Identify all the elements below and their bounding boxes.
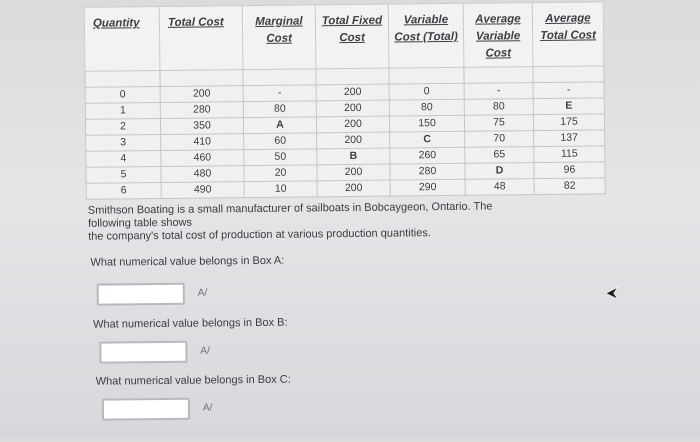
cell-marginal-cost: 10	[244, 181, 317, 198]
problem-description	[88, 200, 548, 244]
header-total-cost: Total Cost	[159, 6, 243, 71]
header-variable-cost: Variable Cost (Total)	[388, 3, 464, 68]
cell-average-variable-cost: D	[465, 163, 534, 180]
cell-variable-cost: 260	[390, 147, 465, 164]
cell-quantity: 1	[85, 102, 160, 119]
cell-total-fixed-cost: 200	[317, 180, 390, 197]
question-box-a-label: What numerical value belongs in Box A:	[90, 254, 285, 269]
cell-variable-cost: 290	[390, 179, 465, 196]
spellcheck-icon[interactable]: A/	[197, 287, 208, 299]
cell-average-total-cost: 175	[533, 114, 604, 131]
cell-total-fixed-cost: 200	[317, 132, 390, 149]
cell-total-fixed-cost: 200	[316, 84, 389, 101]
box-c-answer-input[interactable]	[102, 398, 190, 421]
cell-marginal-cost: 20	[244, 165, 317, 182]
cell-quantity: 2	[85, 118, 160, 135]
cell-quantity: 6	[86, 182, 161, 199]
cell-average-variable-cost: 80	[464, 99, 533, 116]
cell-average-total-cost: 115	[534, 146, 605, 163]
header-total-fixed-cost: Total Fixed Cost	[315, 4, 389, 69]
box-b-answer-input[interactable]	[99, 341, 187, 364]
cell-variable-cost: 150	[389, 115, 464, 132]
description-line-3: the company's total cost of production at various production quantities.	[88, 227, 431, 243]
cell-variable-cost: 280	[390, 163, 465, 180]
cell-total-cost: 350	[160, 118, 243, 135]
cell-total-cost: 460	[161, 150, 244, 167]
cell-average-variable-cost: 48	[465, 179, 534, 196]
cell-marginal-cost: A	[243, 117, 316, 134]
header-marginal-cost: Marginal Cost	[242, 5, 316, 70]
cell-average-total-cost: E	[533, 98, 604, 115]
box-a-answer-input[interactable]	[97, 283, 185, 306]
cell-total-fixed-cost: 200	[316, 116, 389, 133]
cell-average-variable-cost: -	[464, 83, 533, 100]
spellcheck-icon[interactable]: A/	[202, 402, 213, 414]
pointer-arrow-icon	[605, 286, 619, 300]
question-box-c-label: What numerical value belongs in Box C:	[95, 373, 291, 388]
description-line-1: Smithson Boating is a small manufacturer of sailboats in Bobcaygeon, Ontario. The	[87, 200, 493, 217]
cell-total-cost: 490	[161, 182, 244, 199]
cell-marginal-cost: -	[243, 85, 316, 102]
cell-quantity: 4	[86, 150, 161, 167]
cell-total-fixed-cost: B	[317, 148, 390, 165]
cell-total-cost: 480	[161, 166, 244, 183]
cell-average-variable-cost: 65	[465, 147, 534, 164]
cell-average-total-cost: 82	[534, 178, 605, 195]
header-average-variable-cost: Average Variable Cost	[463, 3, 533, 68]
cell-quantity: 3	[86, 134, 161, 151]
cell-total-fixed-cost: 200	[317, 164, 390, 181]
question-box-b-label: What numerical value belongs in Box B:	[93, 316, 288, 331]
header-average-total-cost: Average Total Cost	[532, 2, 604, 67]
cell-average-total-cost: -	[533, 82, 604, 99]
cell-quantity: 5	[86, 166, 161, 183]
cost-table	[84, 1, 606, 199]
cell-average-variable-cost: 75	[464, 115, 533, 132]
cell-average-total-cost: 137	[534, 130, 605, 147]
cell-quantity: 0	[85, 86, 160, 103]
cell-total-cost: 410	[161, 134, 244, 151]
cell-total-cost: 200	[160, 86, 243, 103]
description-line-2: following table shows	[87, 216, 193, 230]
header-quantity: Quantity	[84, 6, 160, 71]
cell-total-fixed-cost: 200	[316, 100, 389, 117]
cell-average-variable-cost: 70	[465, 131, 534, 148]
cell-total-cost: 280	[160, 102, 243, 119]
cell-marginal-cost: 60	[244, 133, 317, 150]
cell-average-total-cost: 96	[534, 162, 605, 179]
cell-variable-cost: 80	[389, 99, 464, 116]
cell-marginal-cost: 50	[244, 149, 317, 166]
table-header-row	[84, 2, 604, 71]
cell-variable-cost: 0	[389, 83, 464, 100]
cell-marginal-cost: 80	[243, 101, 316, 118]
spellcheck-icon[interactable]: A/	[200, 345, 210, 357]
cell-variable-cost: C	[390, 131, 465, 148]
